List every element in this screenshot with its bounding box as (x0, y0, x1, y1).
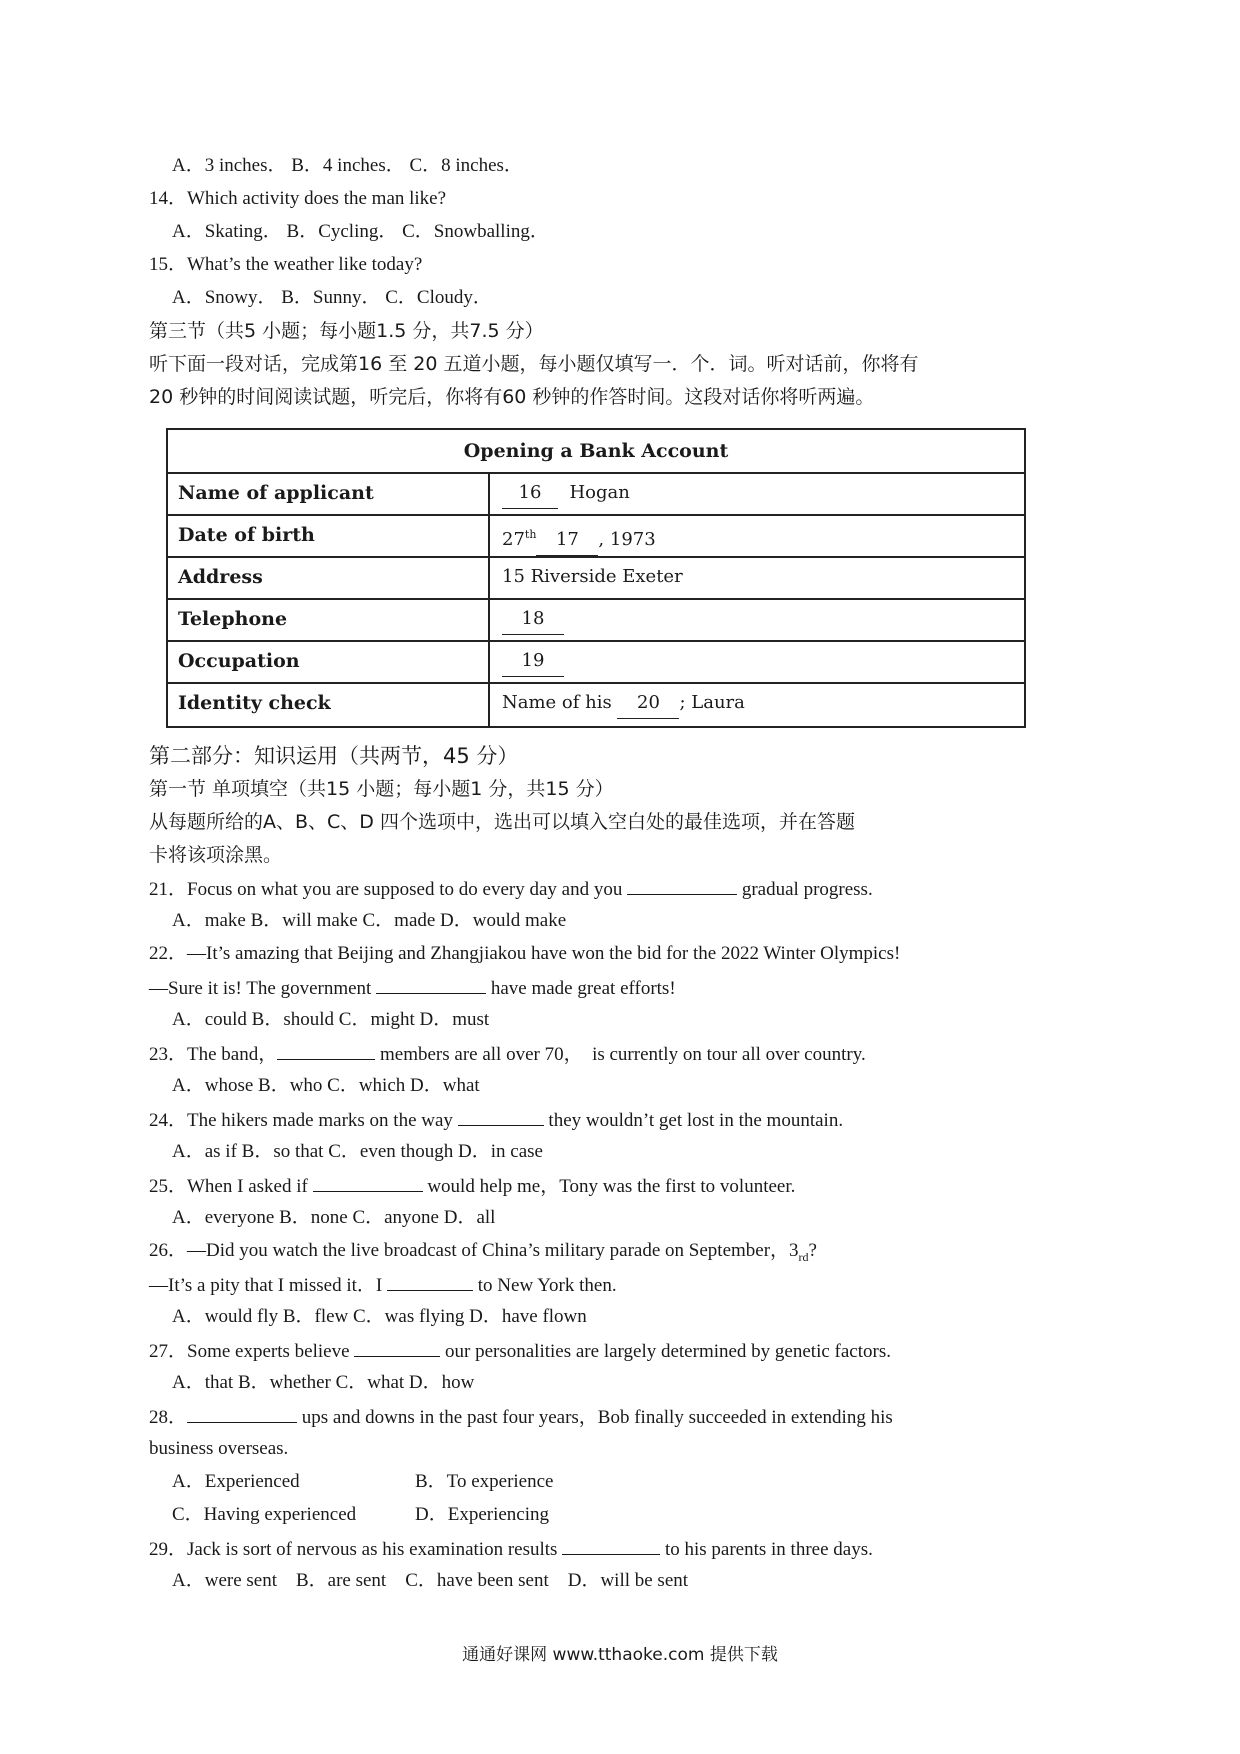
table-row (168, 556, 1024, 600)
q28-stem-cont: business overseas. (149, 1438, 289, 1459)
answer-blank (313, 1173, 423, 1192)
bank-account-table (166, 428, 1026, 728)
section3-instr-2: 20 秒钟的时间阅读试题，听完后，你将有60 秒钟的作答时间。这段对话你将听两遍。 (149, 386, 875, 408)
table-row (168, 514, 1024, 558)
answer-blank (627, 876, 737, 895)
row-label: Address (178, 566, 263, 588)
page-footer: 通通好课网 www.tthaoke.com 提供下载 (462, 1645, 778, 1665)
part2-instr-2: 卡将该项涂黑。 (149, 844, 283, 866)
blank-16: 16 (502, 478, 558, 509)
q29-stem: 29．Jack is sort of nervous as his examination results to his parents in three days. (149, 1536, 873, 1562)
q28-option-b: B．To experience (415, 1471, 554, 1492)
row-value: 15 Riverside Exeter (502, 566, 683, 587)
q28-option-c: C．Having experienced (172, 1504, 357, 1525)
part2-sec1-heading: 第一节 单项填空（共15 小题；每小题1 分，共15 分） (149, 778, 614, 800)
row-value (502, 598, 564, 640)
q15-options: A．Snowy． B．Sunny． C．Cloudy． (172, 287, 492, 308)
row-after: ; Laura (679, 692, 745, 713)
answer-blank (376, 975, 486, 994)
part2-instr-1: 从每题所给的A、B、C、D 四个选项中，选出可以填入空白处的最佳选项，并在答题 (149, 811, 855, 833)
row-prefix: Name of his (502, 692, 612, 713)
answer-blank (354, 1338, 440, 1357)
row-after: Hogan (569, 482, 630, 503)
section3-heading: 第三节（共5 小题；每小题1.5 分，共7.5 分） (149, 320, 544, 342)
row-label: Occupation (178, 650, 300, 672)
answer-blank (387, 1272, 473, 1291)
q15-stem: 15．What’s the weather like today? (149, 254, 423, 275)
answer-blank (277, 1041, 375, 1060)
q28-option-a: A．Experienced (172, 1471, 300, 1492)
table-row (168, 472, 1024, 516)
q28-option-d: D．Experiencing (415, 1504, 550, 1525)
table-row (168, 640, 1024, 684)
row-label: Telephone (178, 608, 288, 630)
table-title: Opening a Bank Account (168, 430, 1024, 474)
q22-options: A．could B．should C．might D．must (172, 1009, 490, 1030)
q24-stem: 24．The hikers made marks on the way they wouldn’t get lost in the mountain. (149, 1107, 843, 1133)
table-row (168, 682, 1024, 724)
q22-stem: 22．—It’s amazing that Beijing and Zhangjiakou have won the bid for the 2022 Winter Olympics! (149, 943, 901, 964)
q25-options: A．everyone B．none C．anyone D．all (172, 1207, 496, 1228)
part2-heading: 第二部分：知识运用（共两节，45 分） (149, 744, 519, 768)
q21-stem: 21．Focus on what you are supposed to do every day and you gradual progress. (149, 876, 873, 902)
q27-options: A．that B．whether C．what D．how (172, 1372, 475, 1393)
q14-options: A．Skating． B．Cycling． C．Snowballing． (172, 221, 549, 242)
row-value (502, 640, 564, 682)
row-label: Date of birth (178, 524, 315, 546)
dob-prefix: 27th (502, 528, 537, 550)
q22-reply: —Sure it is! The government have made great efforts! (149, 975, 676, 1001)
section3-instr-1: 听下面一段对话，完成第16 至 20 五道小题，每小题仅填写一．个．词。听对话前，你将有 (149, 353, 919, 375)
answer-blank (562, 1536, 660, 1555)
q14-stem: 14．Which activity does the man like? (149, 188, 447, 209)
q27-stem: 27．Some experts believe our personalities are largely determined by genetic factors. (149, 1338, 891, 1364)
blank-19: 19 (502, 646, 564, 677)
row-label: Name of applicant (178, 482, 374, 504)
blank-17: 17 (536, 525, 598, 556)
q25-stem: 25．When I asked if would help me，Tony was the first to volunteer. (149, 1173, 795, 1199)
q23-options: A．whose B．who C．which D．what (172, 1075, 480, 1096)
q13-options: A．3 inches． B．4 inches． C．8 inches． (172, 155, 523, 176)
q21-options: A．make B．will make C．made D．would make (172, 910, 567, 931)
q28-stem: 28． ups and downs in the past four years，Bob finally succeeded in extending his (149, 1404, 893, 1430)
row-label: Identity check (178, 692, 331, 714)
q26-options: A．would fly B．flew C．was flying D．have flown (172, 1306, 587, 1327)
answer-blank (187, 1404, 297, 1423)
table-row (168, 598, 1024, 642)
blank-20: 20 (617, 688, 679, 719)
row-value (502, 682, 745, 724)
q24-options: A．as if B．so that C．even though D．in case (172, 1141, 543, 1162)
q23-stem: 23．The band， members are all over 70， is currently on tour all over country. (149, 1041, 866, 1067)
row-after: , 1973 (598, 529, 656, 550)
row-value (502, 514, 656, 561)
answer-blank (458, 1107, 544, 1126)
blank-18: 18 (502, 604, 564, 635)
q29-options: A．were sent B．are sent C．have been sent D．will be sent (172, 1570, 689, 1591)
q26-stem: 26．—Did you watch the live broadcast of China’s military parade on September，$3_{rd}$? (149, 1240, 817, 1264)
ordinal-suffix: th (524, 528, 537, 541)
row-value (502, 472, 630, 514)
q26-reply: —It’s a pity that I missed it．I to New York then. (149, 1272, 617, 1298)
